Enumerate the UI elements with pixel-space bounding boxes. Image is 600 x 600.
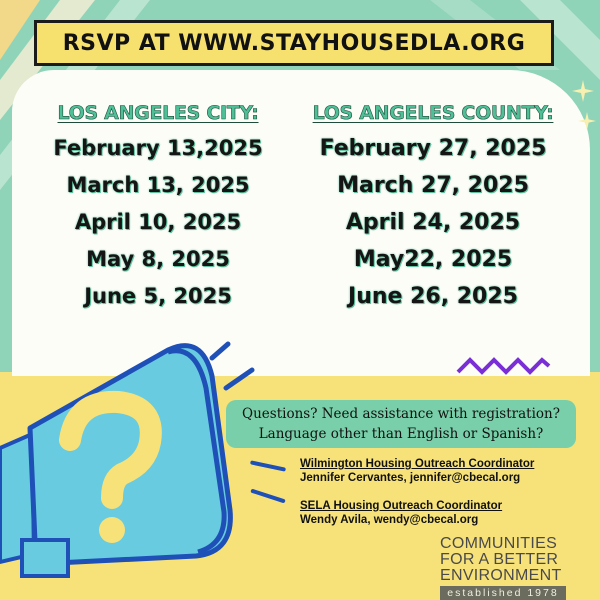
zigzag-decoration <box>456 354 551 378</box>
sparkle-icon <box>572 80 594 102</box>
city-date: April 10, 2025 <box>74 210 242 234</box>
org-established: established 1978 <box>440 586 566 600</box>
city-date: May 8, 2025 <box>86 247 230 271</box>
city-heading: LOS ANGELES CITY: <box>57 102 259 124</box>
questions-line-2: Language other than English or Spanish? <box>258 426 544 442</box>
org-name-line-3: ENVIRONMENT <box>440 567 562 584</box>
coordinator-title: Wilmington Housing Outreach Coordinator <box>300 458 535 470</box>
county-date: March 27, 2025 <box>337 173 529 198</box>
wilmington-coordinator <box>300 458 534 484</box>
rsvp-text: RSVP AT WWW.STAYHOUSEDLA.ORG <box>62 30 526 56</box>
county-date: April 24, 2025 <box>345 210 521 235</box>
megaphone-icon <box>0 330 290 600</box>
sparkle-icon <box>578 112 596 130</box>
county-date: May22, 2025 <box>353 247 513 272</box>
org-name-line-2: FOR A BETTER <box>440 551 559 568</box>
rsvp-banner <box>34 20 554 66</box>
county-dates-column <box>288 102 578 315</box>
county-date: June 26, 2025 <box>348 284 518 309</box>
org-name-line-1: COMMUNITIES <box>440 535 558 552</box>
questions-box <box>226 400 576 448</box>
coordinator-contact: Jennifer Cervantes, jennifer@cbecal.org <box>300 472 521 484</box>
county-date: February 27, 2025 <box>319 136 547 161</box>
coordinator-contact: Wendy Avila, wendy@cbecal.org <box>300 514 479 526</box>
county-heading: LOS ANGELES COUNTY: <box>312 102 554 124</box>
city-date: June 5, 2025 <box>84 284 232 308</box>
city-date: March 13, 2025 <box>66 173 250 197</box>
questions-line-1: Questions? Need assistance with registration? <box>242 406 560 422</box>
city-dates-column <box>30 102 286 315</box>
cbe-logo <box>440 536 566 600</box>
city-date: February 13,2025 <box>53 136 263 160</box>
sela-coordinator <box>300 500 502 526</box>
coordinator-title: SELA Housing Outreach Coordinator <box>300 500 503 512</box>
